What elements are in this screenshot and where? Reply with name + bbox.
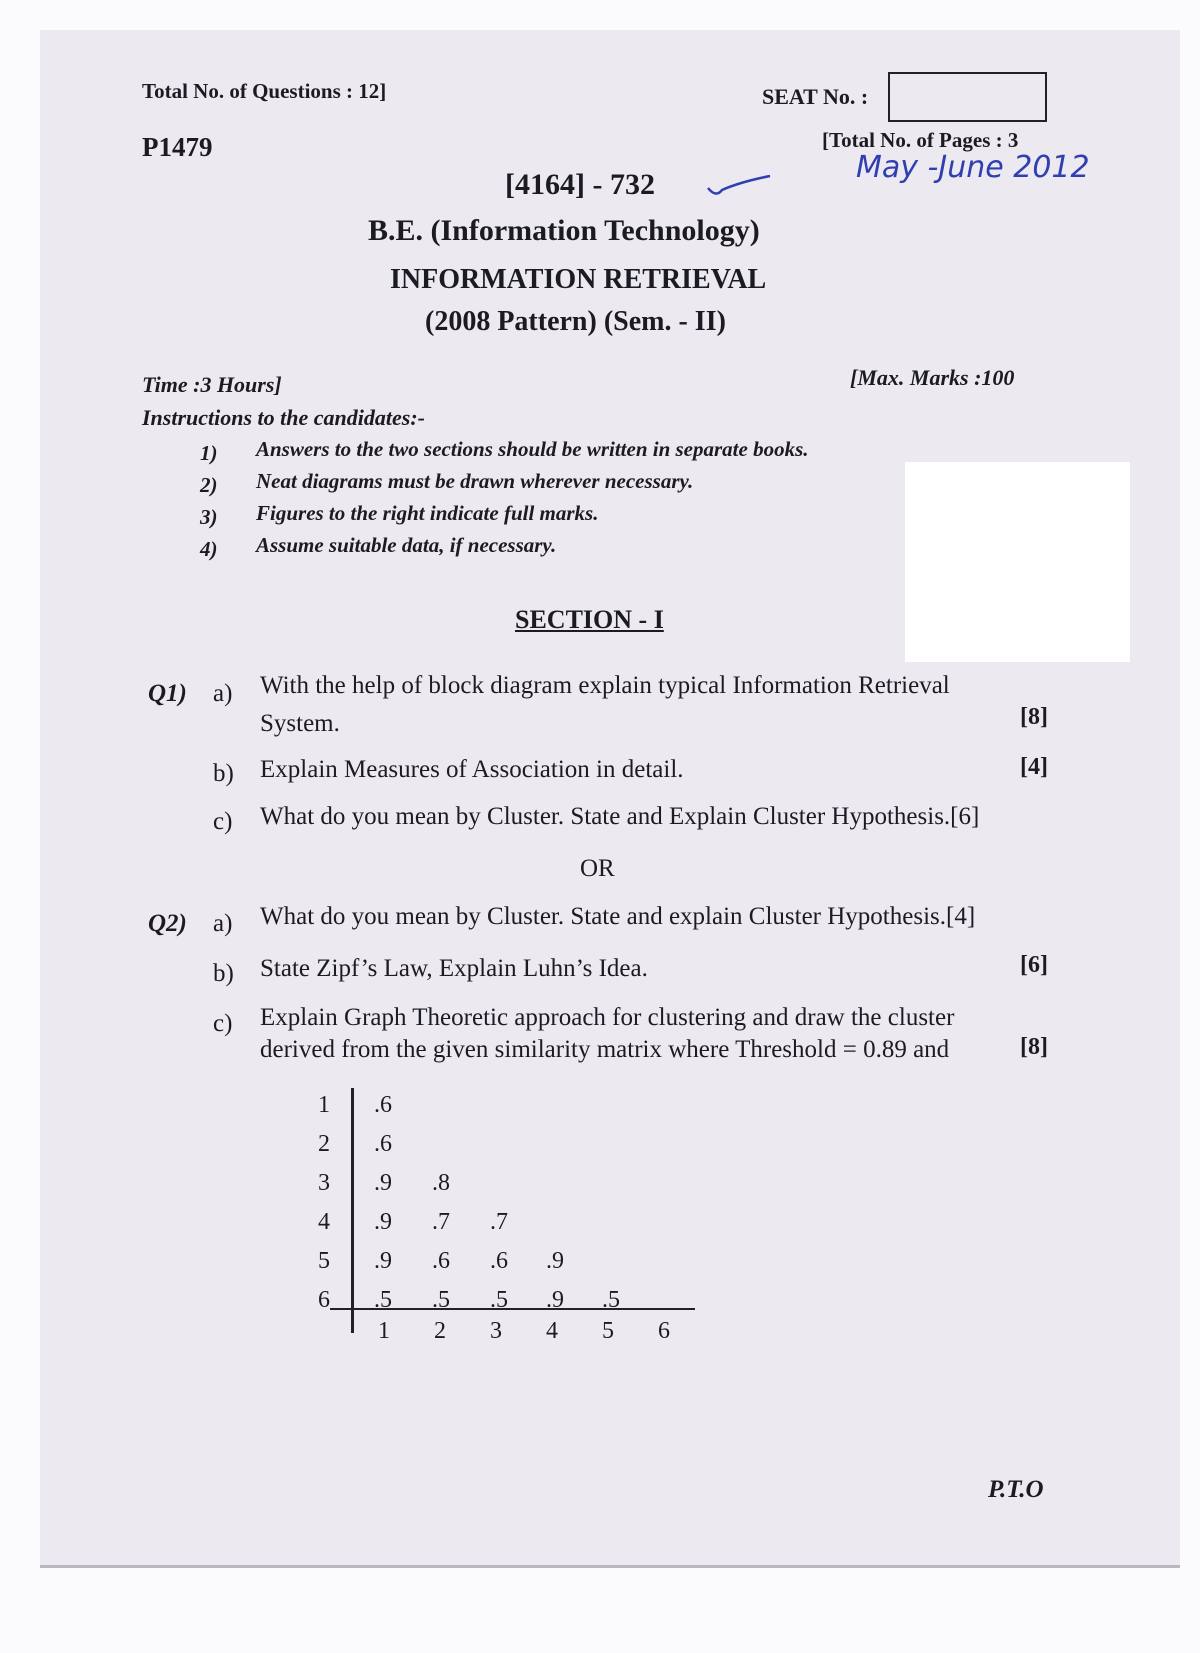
matrix-cell: .7: [432, 1209, 450, 1235]
matrix-cell: .5: [374, 1287, 392, 1313]
matrix-cell: .8: [432, 1170, 450, 1196]
or-separator: OR: [580, 855, 615, 882]
matrix-cell: .5: [602, 1287, 620, 1313]
total-questions: Total No. of Questions : 12]: [142, 79, 387, 103]
q1-b-text: Explain Measures of Association in detail.: [260, 756, 684, 783]
instruction-num: 2): [200, 473, 218, 497]
seat-no-box: [888, 72, 1047, 122]
matrix-cell: .9: [374, 1248, 392, 1274]
q2-c-text: Explain Graph Theoretic approach for clustering and draw the cluster: [260, 1004, 955, 1031]
q2-c-label: c): [213, 1010, 233, 1037]
pto-label: P.T.O: [988, 1476, 1044, 1503]
q2-label: Q2): [148, 910, 187, 937]
q1-a-text: With the help of block diagram explain typical Information Retrieval: [260, 672, 950, 699]
matrix-col-label: 5: [602, 1318, 614, 1344]
instructions-title: Instructions to the candidates:-: [142, 405, 425, 430]
matrix-row-label: 6: [318, 1287, 330, 1313]
subject-title: INFORMATION RETRIEVAL: [390, 264, 767, 295]
q2-c-text-cont: derived from the given similarity matrix where Threshold = 0.89 and: [260, 1036, 950, 1063]
q1-label: Q1): [148, 680, 187, 707]
matrix-row-label: 4: [318, 1209, 330, 1235]
exam-code: [4164] - 732: [505, 168, 655, 201]
matrix-cell: .9: [546, 1248, 564, 1274]
q2-a-text: What do you mean by Cluster. State and explain Cluster Hypothesis.[4]: [260, 903, 976, 930]
instruction-num: 3): [200, 505, 218, 529]
matrix-col-label: 2: [434, 1318, 446, 1344]
time-label: Time :3 Hours]: [142, 372, 282, 397]
q2-b-marks: [6]: [1020, 952, 1048, 978]
q1-a-text-cont: System.: [260, 710, 340, 737]
matrix-col-label: 6: [658, 1318, 670, 1344]
instruction-text: Figures to the right indicate full marks.: [256, 501, 599, 525]
matrix-cell: .9: [374, 1209, 392, 1235]
q1-c-label: c): [213, 808, 233, 835]
matrix-cell: .6: [490, 1248, 508, 1274]
matrix-col-label: 3: [490, 1318, 502, 1344]
q2-c-marks: [8]: [1020, 1034, 1048, 1060]
blank-patch: [905, 462, 1130, 662]
matrix-cell: .6: [374, 1092, 392, 1118]
q1-a-label: a): [213, 680, 233, 707]
matrix-cell: .7: [490, 1209, 508, 1235]
handwritten-date: May -June 2012: [856, 150, 1090, 185]
matrix-cell: .5: [432, 1287, 450, 1313]
paper-code: P1479: [142, 132, 213, 162]
matrix-cell: .5: [490, 1287, 508, 1313]
pattern-title: (2008 Pattern) (Sem. - II): [425, 306, 726, 337]
matrix-row-label: 5: [318, 1248, 330, 1274]
matrix-cell: .9: [374, 1170, 392, 1196]
total-pages: [Total No. of Pages : 3: [822, 128, 1019, 152]
q1-c-text: What do you mean by Cluster. State and Explain Cluster Hypothesis.[6]: [260, 803, 980, 830]
check-mark-icon: [706, 172, 774, 202]
matrix-cell: .6: [432, 1248, 450, 1274]
instruction-num: 4): [200, 537, 218, 561]
max-marks: [Max. Marks :100: [850, 365, 1015, 390]
q1-b-label: b): [213, 760, 234, 787]
matrix-cell: .9: [546, 1287, 564, 1313]
q2-b-text: State Zipf’s Law, Explain Luhn’s Idea.: [260, 955, 648, 982]
q1-a-marks: [8]: [1020, 704, 1048, 730]
instruction-text: Assume suitable data, if necessary.: [256, 533, 557, 557]
matrix-col-label: 1: [378, 1318, 390, 1344]
matrix-col-label: 4: [546, 1318, 558, 1344]
instruction-text: Neat diagrams must be drawn wherever necessary.: [256, 469, 694, 493]
matrix-cell: .6: [374, 1131, 392, 1157]
matrix-row-label: 1: [318, 1092, 330, 1118]
instruction-num: 1): [200, 441, 218, 465]
seat-no-label: SEAT No. :: [762, 84, 869, 109]
matrix-row-label: 2: [318, 1131, 330, 1157]
q2-b-label: b): [213, 960, 234, 987]
degree-title: B.E. (Information Technology): [368, 214, 760, 247]
matrix-vertical-axis: [351, 1088, 354, 1333]
section-title: SECTION - I: [515, 605, 664, 634]
q2-a-label: a): [213, 910, 233, 937]
matrix-row-label: 3: [318, 1170, 330, 1196]
q1-b-marks: [4]: [1020, 754, 1048, 780]
instruction-text: Answers to the two sections should be written in separate books.: [256, 437, 809, 461]
